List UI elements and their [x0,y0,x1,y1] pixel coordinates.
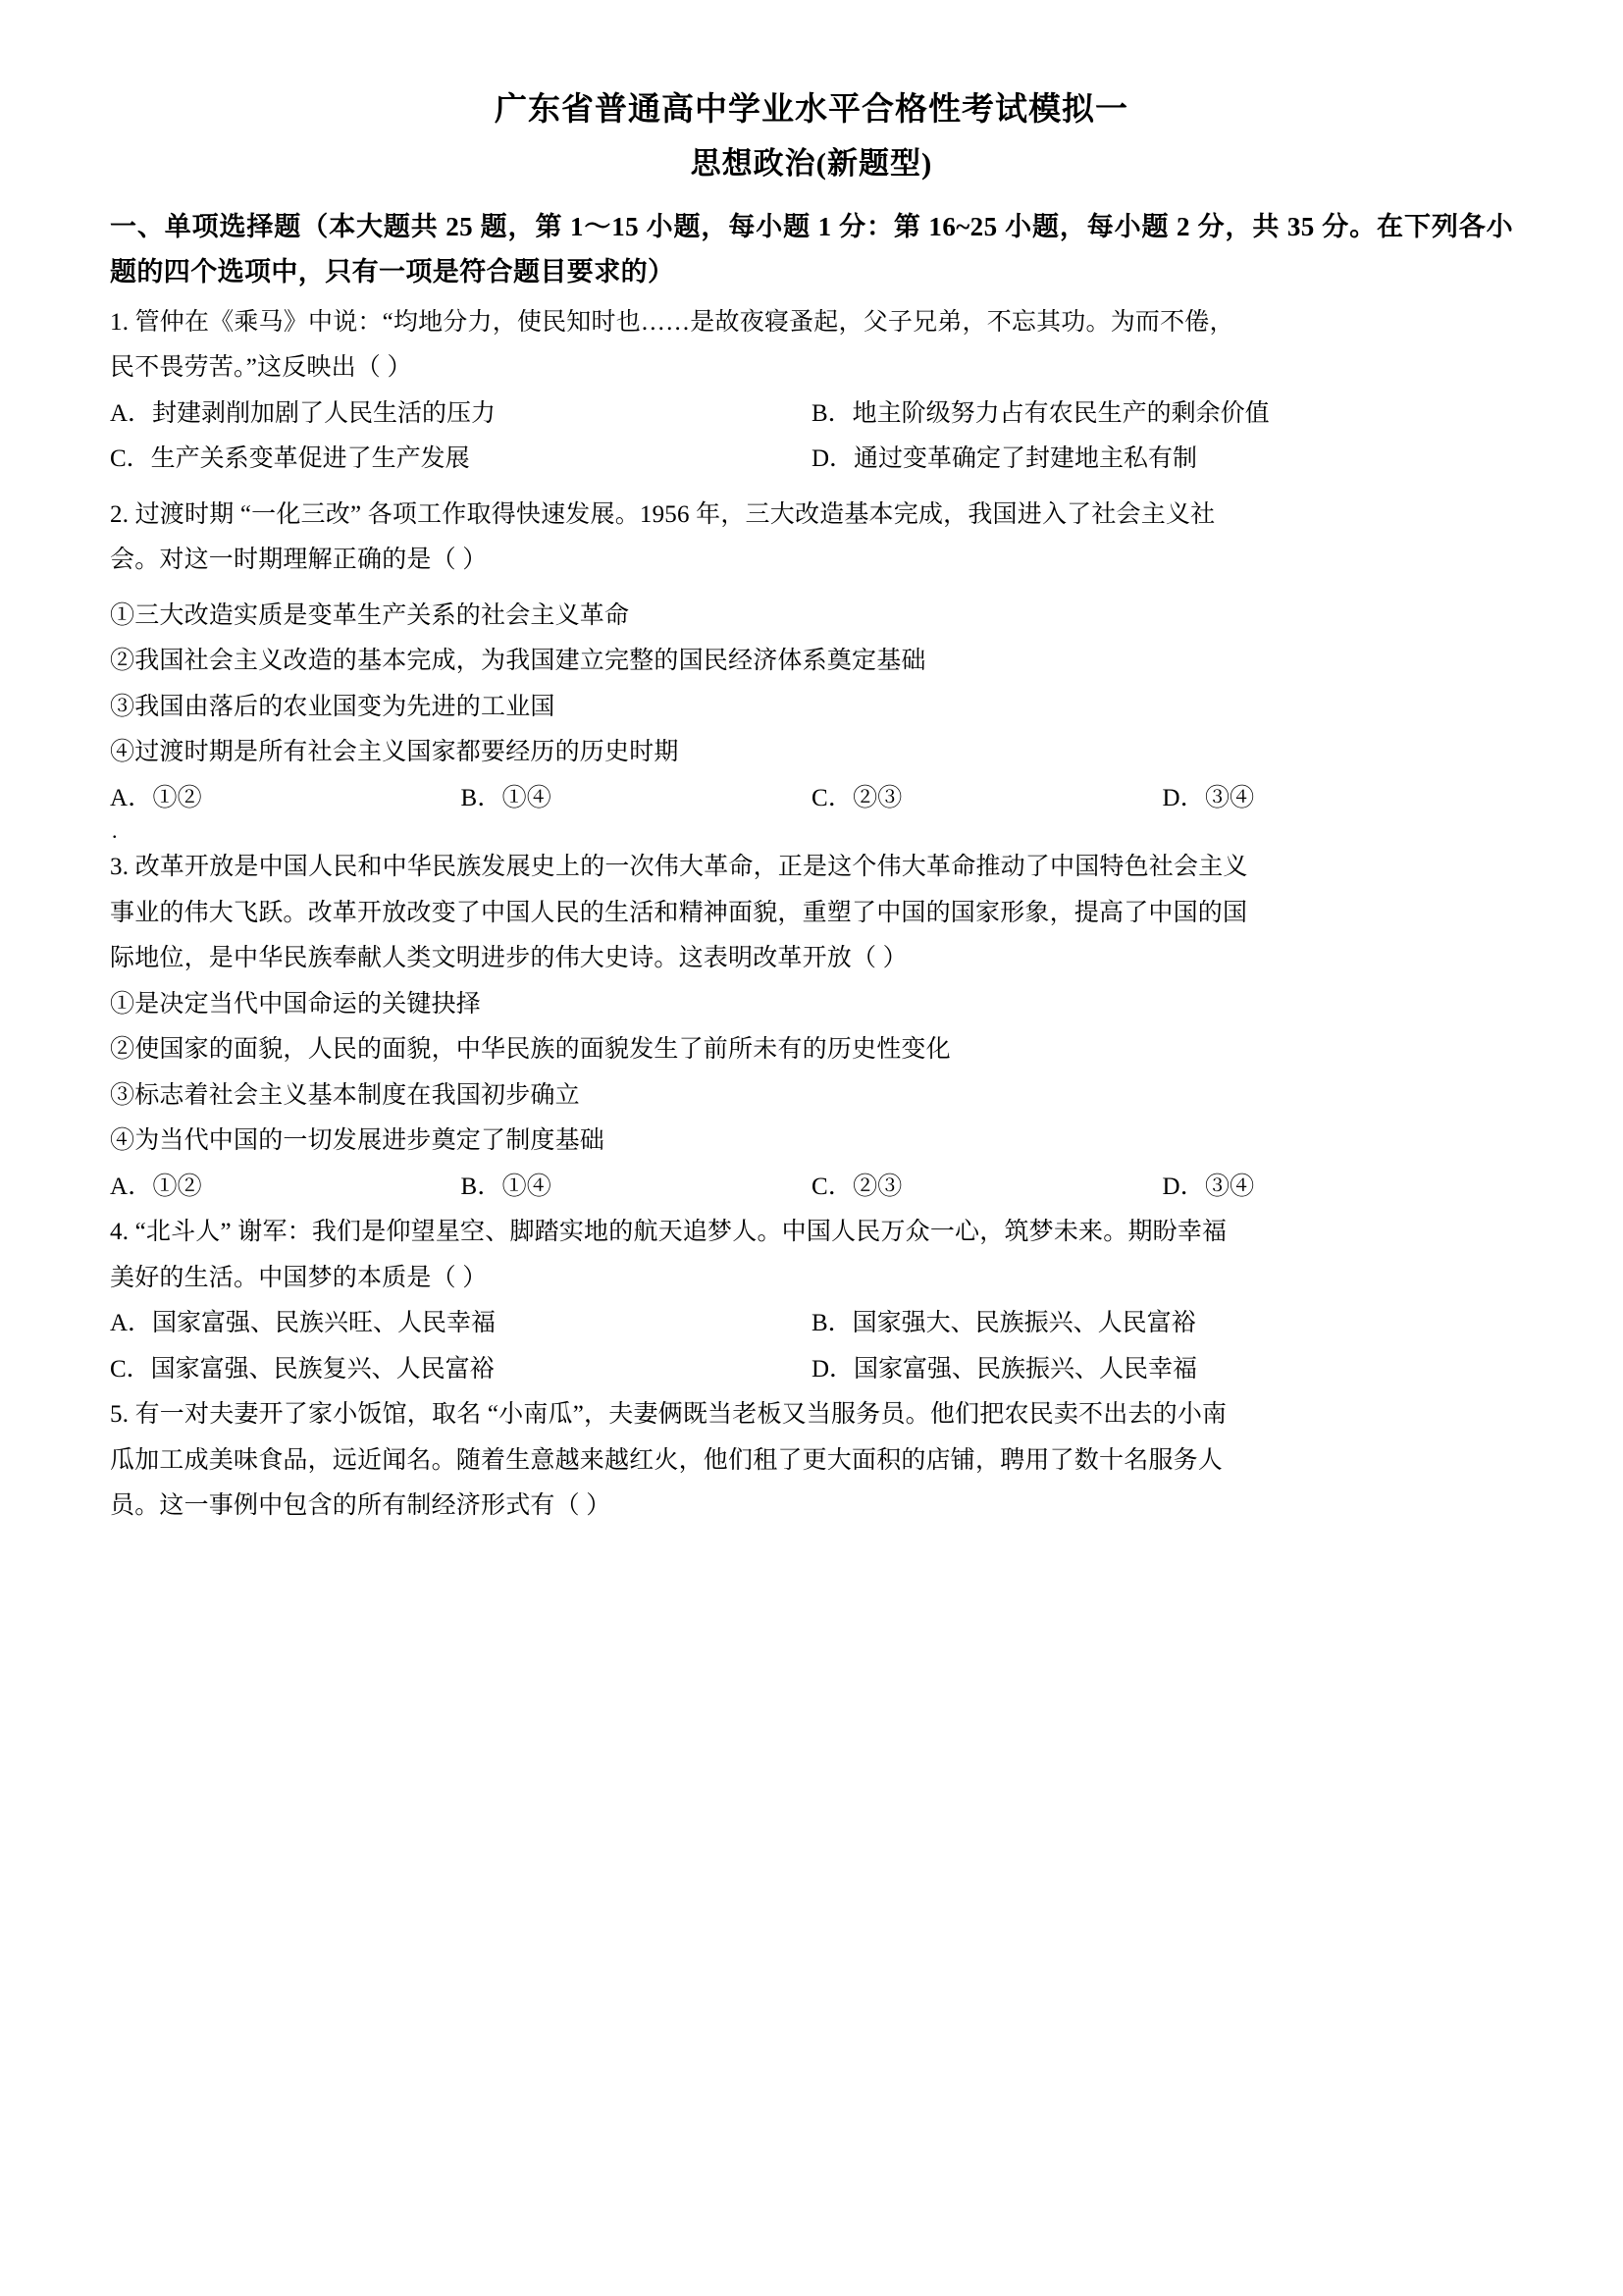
option-item[interactable]: C．生产关系变革促进了生产发展 [110,445,470,473]
option-item[interactable]: A．①② [110,784,202,811]
question-stem-line: 会。对这一时期理解正确的是（ ） [110,547,488,574]
statement-line: ②我国社会主义改造的基本完成，为我国建立完整的国民经济体系奠定基础 [110,648,926,675]
option-item[interactable]: B．地主阶级努力占有农民生产的剩余价值 [812,399,1270,427]
question-block [110,846,1513,1209]
statement-line: ③标志着社会主义基本制度在我国初步确立 [110,1081,580,1109]
question-stem-line: 4. “北斗人” 谢军：我们是仰望星空、脚踏实地的航天追梦人。中国人民万众一心，筑梦未来。期盼幸福 [110,1219,1228,1246]
page-subtitle: 思想政治(新题型) [690,145,933,181]
option-item[interactable]: D．③④ [1162,1173,1255,1200]
option-item[interactable]: C．国家富强、民族复兴、人民富裕 [110,1355,495,1383]
option-row [110,1348,1513,1392]
page-title: 广东省普通高中学业水平合格性考试模拟一 [495,92,1128,128]
question-stem-line: 3. 改革开放是中国人民和中华民族发展史上的一次伟大革命，正是这个伟大革命推动了中国特色社会主义 [110,854,1248,881]
question-stem-line: 事业的伟大飞跃。改革开放改变了中国人民的生活和精神面貌，重塑了中国的国家形象，提高了中国的国 [110,899,1248,926]
option-item[interactable]: C．②③ [812,784,903,811]
statement-line: ③我国由落后的农业国变为先进的工业国 [110,693,555,720]
option-item[interactable]: D．国家富强、民族振兴、人民幸福 [812,1355,1198,1383]
question-stem-line: 5. 有一对夫妻开了家小饭馆，取名 “小南瓜”，夫妻俩既当老板又当服务员。他们把农民卖不出去的小南 [110,1401,1228,1429]
section-heading: 一、单项选择题（本大题共 25 题，第 1～15 小题，每小题 1 分：第 16~25 小题，每小题 2 分，共 35 分。在下列各小题的四个选项中，只有一项是符合题目要求的） [110,212,1513,287]
question-block [110,1211,1513,1391]
statement-line: ④为当代中国的一切发展进步奠定了制度基础 [110,1127,605,1155]
option-row [110,1166,1513,1210]
option-item[interactable]: D．通过变革确定了封建地主私有制 [812,445,1198,473]
question-stem-line: 2. 过渡时期 “一化三改” 各项工作取得快速发展。1956 年，三大改造基本完成，我国进入了社会主义社 [110,500,1216,528]
spacer [110,836,1513,846]
question-stem-line: 瓜加工成美味食品，远近闻名。随着生意越来越红火，他们租了更大面积的店铺，聘用了数十名服务人 [110,1446,1224,1474]
option-row [110,438,1513,482]
option-item[interactable]: A．国家富强、民族兴旺、人民幸福 [110,1310,497,1337]
question-block [110,301,1513,482]
question-block [110,494,1513,844]
option-row [110,777,1513,821]
question-stem-line: 员。这一事例中包含的所有制经济形式有（ ） [110,1492,611,1520]
stray-mark: . [112,818,118,844]
question-stem-line: 1. 管仲在《乘马》中说：“均地分力，使民知时也……是故夜寝蚤起，父子兄弟，不忘其功。为而不倦， [110,308,1234,336]
question-stem-line: 民不畏劳苦。”这反映出（ ） [110,354,412,382]
option-item[interactable]: B．①④ [460,784,551,811]
statement-line: ①是决定当代中国命运的关键抉择 [110,990,482,1018]
statement-line: ②使国家的面貌，人民的面貌，中华民族的面貌发生了前所未有的历史性变化 [110,1036,951,1064]
statement-line: ①三大改造实质是变革生产关系的社会主义革命 [110,601,630,629]
option-row [110,392,1513,437]
option-item[interactable]: D．③④ [1162,784,1255,811]
question-block [110,1393,1513,1529]
option-row [110,1302,1513,1346]
question-stem-line: 美好的生活。中国梦的本质是（ ） [110,1264,488,1291]
option-item[interactable]: A．封建剥削加剧了人民生活的压力 [110,399,497,427]
spacer [110,484,1513,494]
option-item[interactable]: C．②③ [812,1173,903,1200]
question-stem-line: 际地位，是中华民族奉献人类文明进步的伟大史诗。这表明改革开放（ ） [110,945,908,972]
statement-line: ④过渡时期是所有社会主义国家都要经历的历史时期 [110,739,679,766]
spacer [110,585,1513,595]
option-item[interactable]: A．①② [110,1173,202,1200]
option-item[interactable]: B．①④ [460,1173,551,1200]
option-item[interactable]: B．国家强大、民族振兴、人民富裕 [812,1310,1196,1337]
